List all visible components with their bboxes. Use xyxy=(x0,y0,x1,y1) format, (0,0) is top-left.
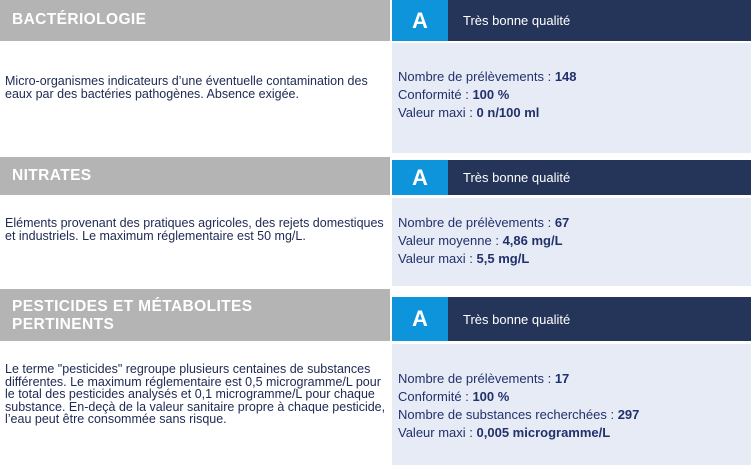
stat-value: 100 % xyxy=(472,87,510,102)
section-title xyxy=(0,0,390,41)
stat-value: 17 xyxy=(554,371,570,386)
quality-label: Très bonne qualité xyxy=(448,297,751,341)
stat-label: Valeur maxi : xyxy=(398,251,473,266)
stat-row xyxy=(398,68,751,86)
stat-label: Nombre de substances recherchées : xyxy=(398,407,615,422)
stat-label: Valeur moyenne : xyxy=(398,233,499,248)
section-title-text: BACTÉRIOLOGIE xyxy=(12,11,147,28)
stat-value: 0 n/100 ml xyxy=(476,105,540,120)
stat-row xyxy=(398,214,751,232)
stat-label: Nombre de prélèvements : xyxy=(398,215,552,230)
stat-value: 100 % xyxy=(472,389,510,404)
stat-label: Valeur maxi : xyxy=(398,105,473,120)
stat-label: Conformité : xyxy=(398,389,469,404)
grade-badge: A xyxy=(392,297,448,341)
stat-label: Nombre de prélèvements : xyxy=(398,371,552,386)
stat-value: 5,5 mg/L xyxy=(476,251,530,266)
stats-panel xyxy=(392,198,751,286)
stat-value: 4,86 mg/L xyxy=(502,233,563,248)
quality-label: Très bonne qualité xyxy=(448,160,751,195)
stats-panel xyxy=(392,43,751,153)
grade-badge: A xyxy=(392,0,448,41)
quality-label: Très bonne qualité xyxy=(448,0,751,41)
stat-row xyxy=(398,232,751,250)
section-title xyxy=(0,157,390,195)
section-title-text: NITRATES xyxy=(12,167,92,184)
section-description: Micro-organismes indicateurs d’une éventuelle contamination des eaux par des bactéries pathogènes. Absence exigée. xyxy=(5,74,368,101)
stat-value: 67 xyxy=(554,215,570,230)
section-title xyxy=(0,289,300,341)
stat-label: Conformité : xyxy=(398,87,469,102)
stat-row xyxy=(398,406,751,424)
stat-row xyxy=(398,388,751,406)
header-fill xyxy=(300,289,390,341)
stat-row xyxy=(398,104,751,122)
stats-panel xyxy=(392,344,751,465)
stat-value: 0,005 microgramme/L xyxy=(476,425,611,440)
stat-value: 297 xyxy=(617,407,640,422)
grade-badge: A xyxy=(392,160,448,195)
stat-value: 148 xyxy=(554,69,577,84)
stat-label: Valeur maxi : xyxy=(398,425,473,440)
stat-row xyxy=(398,424,751,442)
section-title-text: PESTICIDES ET MÉTABOLITES PERTINENTS xyxy=(12,298,253,333)
section-description: Eléments provenant des pratiques agricoles, des rejets domestiques et industriels. Le maximum réglementaire est 50 mg/L. xyxy=(5,216,384,243)
stat-row xyxy=(398,370,751,388)
stat-label: Nombre de prélèvements : xyxy=(398,69,552,84)
stat-row xyxy=(398,86,751,104)
stat-row xyxy=(398,250,751,268)
section-description: Le terme "pesticides" regroupe plusieurs centaines de substances différentes. Le maximum réglementaire est 0,5 microgramme/L pour le total des pesticides analysés et 0,1 microgramme/L pour chaque substance. En-deçà de la valeur sanitaire propre à chaque pesticide, l’eau peut être consommée sans risque. xyxy=(5,362,386,426)
